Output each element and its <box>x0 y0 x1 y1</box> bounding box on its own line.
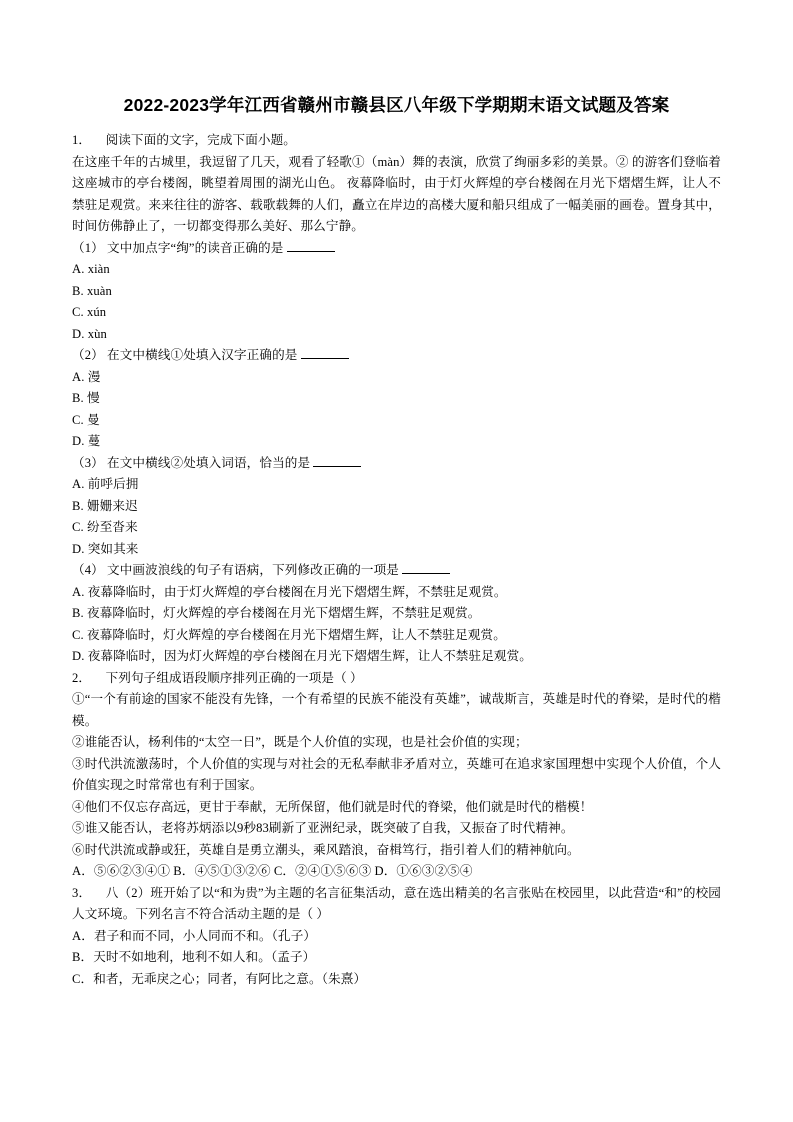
question-1-sub-3-stem <box>72 453 721 475</box>
question-2 <box>72 668 721 883</box>
sub-1-label: （1） <box>72 240 104 255</box>
answer-blank <box>287 239 335 252</box>
sub-4-option-a: A. 夜幕降临时，由于灯火辉煌的亭台楼阁在月光下熠熠生辉，不禁驻足观赏。 <box>72 584 507 599</box>
sub-2-option-c: C. 曼 <box>72 412 100 427</box>
question-3-option-a: A．君子和而不同，小人同而不和。（孔子） <box>72 928 317 943</box>
question-2-item-4: ④他们不仅忘存高远，更甘于奉献，无所保留，他们就是时代的脊梁，他们就是时代的楷模！ <box>72 799 593 814</box>
sub-4-label: （4） <box>72 563 104 577</box>
question-3-stem <box>72 883 721 926</box>
sub-3-option-a: A. 前呼后拥 <box>72 477 139 491</box>
question-1-sub-2-stem <box>72 345 721 367</box>
sub-2-option-d: D. 蔓 <box>72 434 101 448</box>
question-2-stem <box>72 668 721 690</box>
sub-1-option-c: C. xún <box>72 305 107 319</box>
question-1-sub-4-stem <box>72 560 721 582</box>
sub-3-option-b: B. 姗姗来迟 <box>72 498 138 513</box>
question-2-item-1: ①“一个有前途的国家不能没有先锋，一个有希望的民族不能没有英雄”，诚哉斯言，英雄是时代的脊梁，是时代的楷模。 <box>72 692 721 728</box>
question-2-item-3: ③时代洪流激荡时，个人价值的实现与对社会的无私奉献非矛盾对立，英雄可在追求家国理想中实现个人价值，个人价值实现之时常常也有利于国家。 <box>72 756 721 792</box>
question-2-number: 2． <box>72 670 92 685</box>
sub-4-option-c: C. 夜幕降临时，灯火辉煌的亭台楼阁在月光下熠熠生辉，让人不禁驻足观赏。 <box>72 627 506 642</box>
question-3 <box>72 883 721 991</box>
sub-1-option-b: B. xuàn <box>72 283 112 298</box>
question-3-stem-text: 八（2）班开始了以“和为贵”为主题的名言征集活动，意在选出精美的名言张贴在校园里，以此营造“和”的校园人文环境。下列名言不符合活动主题的是（ ） <box>72 885 722 921</box>
question-1-passage: 在这座千年的古城里，我逗留了几天，观看了轻歌①（màn）舞的表演，欣赏了绚丽多彩的美景。② 的游客们登临着这座城市的亭台楼阁，眺望着周围的湖光山色。 夜幕降临时，由于灯火辉煌的亭台楼阁在月光下熠熠生辉，让人不禁驻足观赏。来来往往的游客、载歌载舞的人们，矗立在岸边的高楼大厦和船只组成了一幅美丽的画卷。置身其中，时间仿佛静止了，一切都变得那么美好、那么宁静。 <box>72 154 721 233</box>
sub-3-option-c: C. 纷至沓来 <box>72 520 138 534</box>
question-1 <box>72 130 721 668</box>
sub-3-text: 在文中横线②处填入词语，恰当的是 <box>107 455 311 470</box>
sub-4-option-b: B. 夜幕降临时，灯火辉煌的亭台楼阁在月光下熠熠生辉，不禁驻足观赏。 <box>72 606 481 620</box>
sub-3-label: （3） <box>72 455 104 470</box>
sub-2-option-b: B. 慢 <box>72 391 100 405</box>
question-2-stem-text: 下列句子组成语段顺序排列正确的一项是（ ） <box>105 670 363 685</box>
sub-1-text: 文中加点字“绚”的读音正确的是 <box>107 240 284 255</box>
page-title: 2022-2023学年江西省赣州市赣县区八年级下学期期末语文试题及答案 <box>123 95 670 115</box>
question-1-number: 1． <box>72 133 92 147</box>
answer-blank <box>402 561 450 574</box>
question-2-item-2: ②谁能否认，杨利伟的“太空一日”，既是个人价值的实现，也是社会价值的实现； <box>72 735 528 749</box>
sub-2-label: （2） <box>72 348 104 362</box>
sub-3-option-d: D. 突如其来 <box>72 541 139 556</box>
document-body <box>72 130 721 990</box>
sub-2-option-a: A. 漫 <box>72 369 101 384</box>
question-3-number: 3． <box>72 885 92 900</box>
question-2-options: A．⑤⑥②③④① B．④⑤①③②⑥ C．②④①⑤⑥③ D．①⑥③②⑤④ <box>72 864 473 878</box>
sub-1-option-a: A. xiàn <box>72 262 110 276</box>
question-2-item-5: ⑤谁又能否认，老将苏炳添以9秒83刷新了亚洲纪录，既突破了自我，又振奋了时代精神。 <box>72 821 574 835</box>
answer-blank <box>313 454 361 467</box>
sub-1-option-d: D. xùn <box>72 326 107 341</box>
sub-4-text: 文中画波浪线的句子有语病，下列修改正确的一项是 <box>107 563 400 577</box>
question-3-option-b: B．天时不如地利，地利不如人和。（孟子） <box>72 950 316 964</box>
question-1-stem-text: 阅读下面的文字，完成下面小题。 <box>105 133 296 147</box>
question-1-sub-1-stem <box>72 238 721 260</box>
question-2-item-6: ⑥时代洪流或静或狂，英雄自是勇立潮头，乘风踏浪，奋楫笃行，指引着人们的精神航向。 <box>72 842 580 857</box>
question-1-stem <box>72 130 721 152</box>
sub-4-option-d: D. 夜幕降临时，因为灯火辉煌的亭台楼阁在月光下熠熠生辉，让人不禁驻足观赏。 <box>72 649 532 663</box>
sub-2-text: 在文中横线①处填入汉字正确的是 <box>107 348 298 362</box>
question-3-option-c: C．和者，无乖戾之心；同者，有阿比之意。（朱熹） <box>72 971 367 986</box>
answer-blank <box>301 346 349 359</box>
